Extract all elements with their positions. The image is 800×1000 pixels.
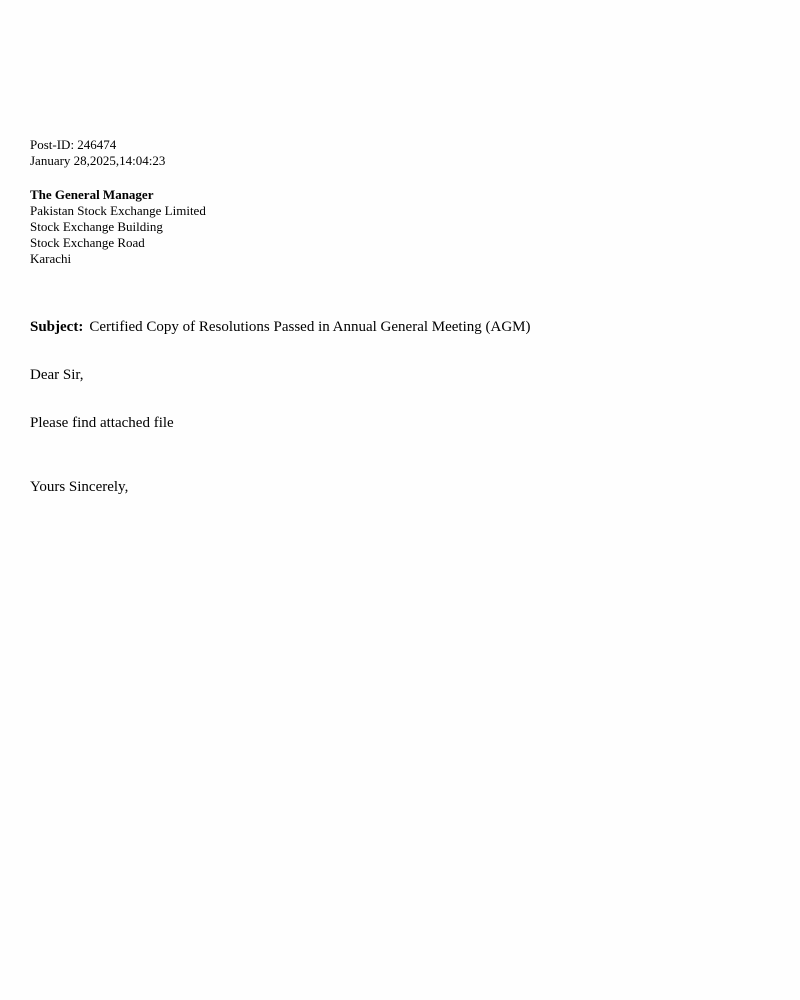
closing: Yours Sincerely, bbox=[30, 479, 129, 495]
recipient-line-building: Stock Exchange Building bbox=[30, 219, 163, 234]
letter-document bbox=[30, 137, 770, 496]
subject-line bbox=[30, 318, 770, 336]
post-datetime: January 28,2025,14:04:23 bbox=[30, 153, 166, 168]
recipient-line-city: Karachi bbox=[30, 251, 72, 266]
post-id: Post-ID: 246474 bbox=[30, 137, 117, 152]
letter-body: Please find attached file bbox=[30, 415, 174, 431]
subject-label: Subject: bbox=[30, 319, 84, 335]
recipient-title: The General Manager bbox=[30, 187, 154, 202]
subject-text: Certified Copy of Resolutions Passed in Annual General Meeting (AGM) bbox=[89, 319, 531, 335]
recipient-line-company: Pakistan Stock Exchange Limited bbox=[30, 203, 206, 218]
salutation: Dear Sir, bbox=[30, 367, 84, 383]
recipient-line-road: Stock Exchange Road bbox=[30, 235, 145, 250]
recipient-address bbox=[30, 187, 770, 267]
